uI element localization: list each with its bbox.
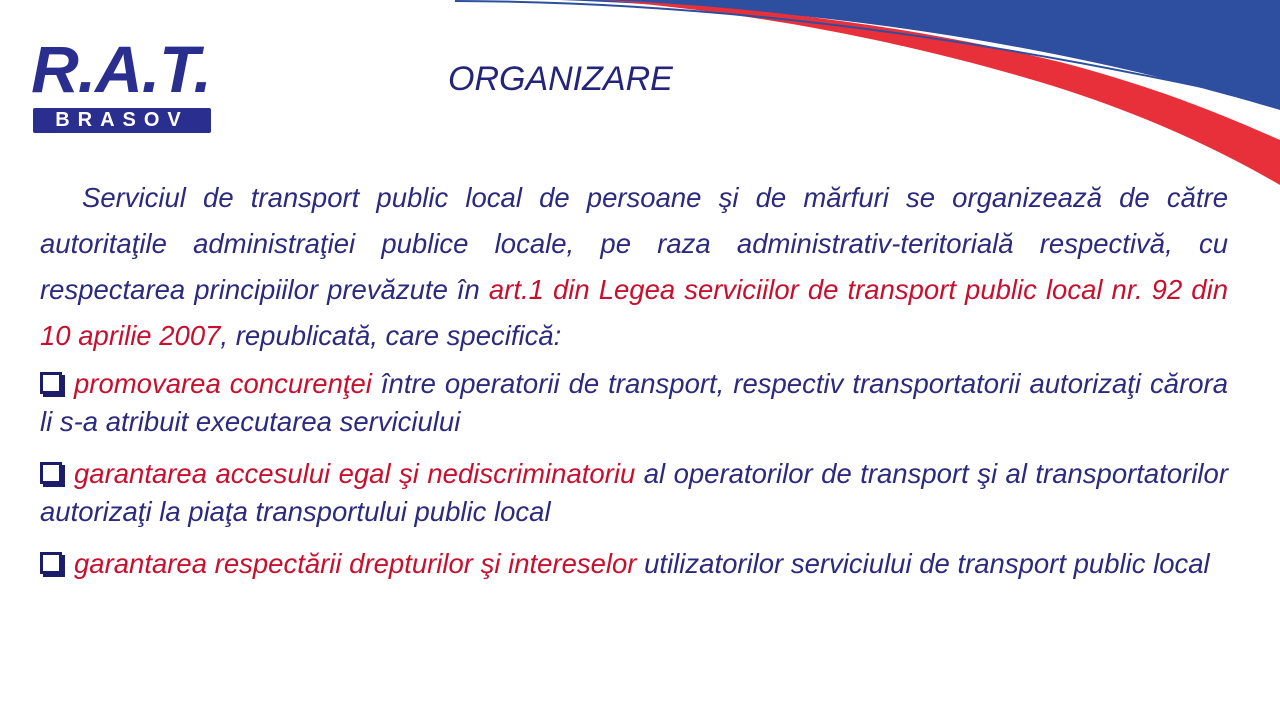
logo-rat-text: R.A.T. [31,32,211,106]
logo-city-text: BRASOV [55,109,189,131]
bullet-text: al operatorilor de transport şi al transportatorilor autorizaţi la piaţa transportului public local [40,458,1228,527]
intro-paragraph [40,175,1228,359]
intro-law-reference: art.1 din Legea serviciilor de transport public local nr. 92 din 10 aprilie 2007 [40,274,1228,351]
bullet-highlight: garantarea accesului egal şi nediscriminatoriu [74,458,636,489]
rat-brasov-logo [28,32,214,134]
checkbox-bullet-icon [40,462,62,484]
bullet-item [40,361,1228,441]
bullet-item [40,541,1228,583]
bullet-highlight: garantarea respectării drepturilor şi intereselor [74,548,637,579]
bullet-text: utilizatorilor serviciului de transport public local [636,548,1210,579]
intro-text-start: Serviciul de transport public local de persoane şi de mărfuri se organizează de către autoritaţile administraţiei publice locale, pe raza administrativ-teritorială respectivă, cu respectarea principiilor prevăzute în [40,182,1228,305]
checkbox-bullet-icon [40,552,62,574]
slide-title: ORGANIZARE [448,60,673,98]
intro-text-end: , republicată, care specifică: [220,320,562,351]
slide-body [40,175,1228,585]
bullet-item [40,451,1228,531]
bullet-text: între operatorii de transport, respectiv transportatorii autorizaţi cărora li s-a atribuit executarea serviciului [40,368,1228,437]
checkbox-bullet-icon [40,372,62,394]
bullet-highlight: promovarea concurenţei [74,368,372,399]
